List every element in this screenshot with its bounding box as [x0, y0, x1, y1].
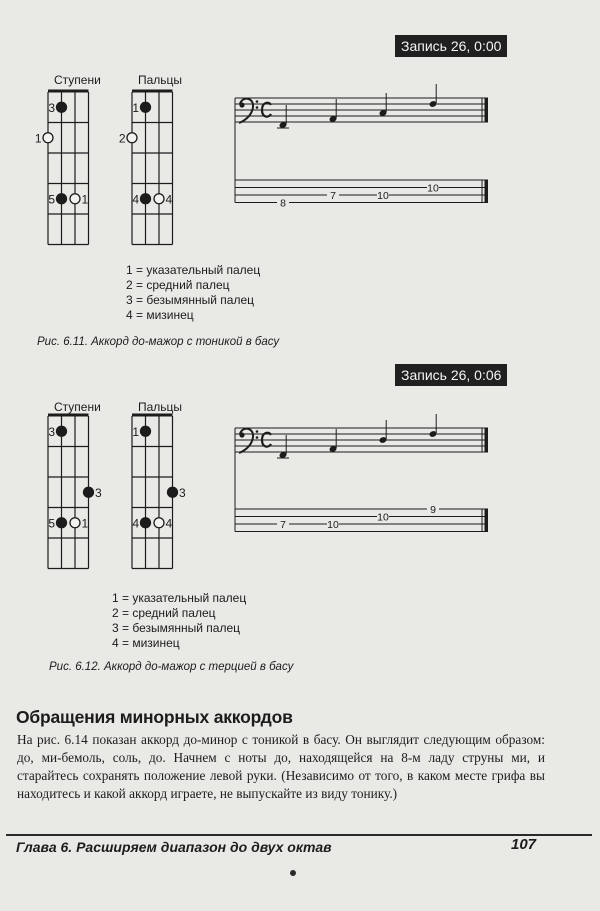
fig1-right-dot-label: 1 — [132, 100, 139, 115]
chapter-title: Глава 6. Расширяем диапазон до двух октав — [16, 839, 332, 855]
fig2-left-finger-dot — [57, 518, 67, 528]
fig1-left-dot-label: 1 — [81, 192, 89, 207]
record-badge-1: Запись 26, 0:00 — [395, 35, 507, 57]
fig2-left-dot-label: 5 — [48, 516, 55, 531]
fig2-legend — [112, 591, 246, 650]
legend-line: 2 = средний палец — [126, 278, 230, 292]
fig2-tab-number: 9 — [430, 504, 436, 516]
fig2-right-dot-label: 4 — [132, 516, 139, 531]
fig1-steps-label: Ступени — [54, 73, 101, 87]
fig1-left-dot-label: 3 — [48, 100, 55, 115]
fig2-clef-curve — [239, 429, 253, 453]
fig2-left-dot-label: 3 — [48, 424, 55, 439]
fig2-fingers-label: Пальцы — [138, 400, 183, 414]
legend-line: 1 = указательный палец — [112, 591, 247, 605]
fig1-tab-number: 10 — [377, 190, 389, 202]
fig2-left-open-dot — [70, 518, 80, 528]
fig2-left-dot-label: 1 — [81, 516, 89, 531]
fig1-fingers-label: Пальцы — [138, 73, 183, 87]
fig2-barline-thick — [485, 428, 489, 452]
fig1-caption: Рис. 6.11. Аккорд до-мажор с тоникой в басу — [37, 336, 280, 348]
fig2-left-nut — [48, 414, 89, 417]
fig1-tab-number: 7 — [330, 190, 336, 202]
fig2-clef-head — [239, 432, 244, 437]
legend-line: 3 = безымянный палец — [126, 293, 255, 307]
fig2-left-finger-dot — [57, 426, 67, 436]
fig2-right-dot-label: 1 — [132, 424, 139, 439]
section-heading: Обращения минорных аккордов — [16, 707, 293, 727]
record-badge-2: Запись 26, 0:06 — [395, 364, 507, 386]
fig2-right-dot-label: 4 — [165, 516, 173, 531]
fig2-right-finger-dot — [141, 518, 151, 528]
fig1-right-dot-label: 2 — [118, 131, 126, 146]
section-paragraph: На рис. 6.14 показан аккорд до-минор с тоникой в басу. Он выглядит следующим образом: до, ми-бемоль, соль, до. Начнем с ноты до, находящейся на 8-м ладу струны ми, и старайтесь сохранять положение левой руки. (Независимо от того, в каком месте грифа вы находитесь и какой аккорд играете, не выпускайте из виду тонику.) — [17, 732, 545, 801]
fig2-right-nut — [132, 414, 173, 417]
legend-line: 4 = мизинец — [126, 308, 194, 322]
legend-line: 4 = мизинец — [112, 636, 180, 650]
fig2-left-finger-dot — [84, 487, 94, 497]
fig2-tab-number: 10 — [377, 511, 389, 524]
fig1-left-dot-label: 5 — [48, 192, 55, 207]
fig1-tab-number: 8 — [280, 197, 286, 210]
fig2-tab-barline-thick — [485, 509, 489, 532]
legend-line: 2 = средний палец — [112, 606, 216, 620]
fig1-tab-number: 10 — [427, 182, 439, 195]
fig2-right-finger-dot — [141, 426, 151, 436]
fig2-left-dot-label: 3 — [95, 485, 102, 500]
fig1-left-dot-label: 1 — [34, 131, 42, 146]
legend-line: 3 = безымянный палец — [112, 621, 241, 635]
footer-rule — [6, 834, 592, 836]
fig2-right-dot-label: 3 — [179, 485, 186, 500]
fig2-clef-dot — [256, 436, 259, 439]
fig2-steps-label: Ступени — [54, 400, 101, 414]
fig2-caption: Рис. 6.12. Аккорд до-мажор с терцией в басу — [49, 661, 294, 673]
fig2-tab-number: 7 — [280, 519, 286, 531]
fig1-right-dot-label: 4 — [165, 192, 173, 207]
fig2-tab-number: 10 — [327, 519, 339, 531]
fig1-right-dot-label: 4 — [132, 192, 139, 207]
page-mark — [290, 870, 296, 876]
fig2-right-open-dot — [154, 518, 164, 528]
fig2-right-finger-dot — [168, 487, 178, 497]
fig2-clef-dot — [256, 430, 259, 433]
legend-line: 1 = указательный палец — [126, 263, 261, 277]
page-number: 107 — [511, 836, 537, 853]
